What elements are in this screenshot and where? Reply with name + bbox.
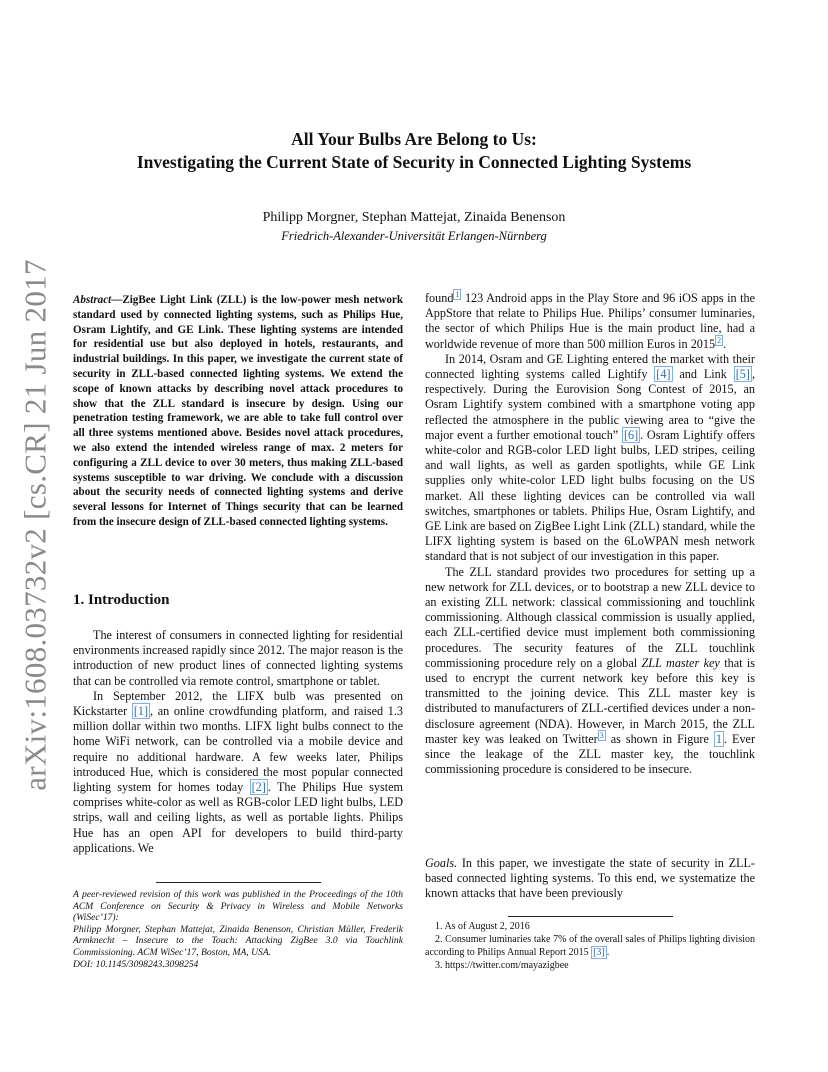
footnote-marker[interactable]: 3	[599, 730, 604, 740]
footnote-1: 1. As of August 2, 2016	[435, 921, 530, 932]
text-run: . Osram Lightify offers white-color and RGB-color LED light bulbs, LED stripes, ceiling and wall lights, as well as garden spotlights, while GE Link supplies only white-color LED light bulbs focusing on the US market. All these lighting devices can be controlled via wall switches, smartphones or tablets. Philips Hue, Osram Lightify, and GE Link are based on ZigBee Light Link (ZLL) standard, while the LIFX lighting system is based on the 6LoWPAN mesh network standard that is not subject of our investigation in this paper.	[425, 427, 755, 564]
citation-link[interactable]: [3]	[593, 946, 605, 958]
author-list: Philipp Morgner, Stephan Mattejat, Zinaida Benenson	[262, 210, 566, 225]
introduction-body-right	[425, 291, 755, 778]
text-run: and Link	[672, 367, 734, 382]
citation-link[interactable]: [6]	[623, 427, 639, 442]
citation-link[interactable]: [2]	[251, 780, 266, 795]
paper-title-line-1: All Your Bulbs Are Belong to Us:	[291, 129, 537, 149]
text-run: In 2014, Osram and GE Lighting entered the market with their connected lighting systems called Lightify	[425, 351, 755, 382]
citation-link[interactable]: [1]	[133, 704, 149, 719]
footnote-publication-note	[73, 889, 403, 970]
figure-reference-link[interactable]: 1	[715, 731, 722, 746]
footnotes-right	[425, 921, 755, 974]
affiliation: Friedrich-Alexander-Universität Erlangen-Nürnberg	[281, 229, 547, 243]
goals-label: Goals.	[425, 856, 458, 870]
text-run: that is used to encrypt the current network key before this key is transmitted to the joining device. This ZLL master key is distributed to manufacturers of ZLL-certified devices under a non-disclosure agreement (NDA). However, in March 2015, the ZLL master key was leaked on Twitter	[425, 655, 756, 746]
text-run: The ZLL standard provides two procedures for setting up a new network for ZLL devices, or to bootstrap a new ZLL device to an existing ZLL network: classical commissioning and touchlink commissioning. Although classical commission is usually applied, each ZLL-certified device must implement both commissioning procedures. The security features of the ZLL touchlink commissioning procedure rely on a global	[425, 564, 755, 670]
section-heading-introduction: 1. Introduction	[73, 592, 170, 608]
footnote-marker[interactable]: 1	[455, 289, 460, 299]
text-run: . The Philips Hue system comprises white-color as well as RGB-color LED light bulbs, LED strips, wall and ceiling lights, as well as portable lights. Philips Hue has an open API for developers to build third-party applications. We	[73, 780, 403, 855]
citation-link[interactable]: [4]	[656, 367, 671, 382]
abstract	[73, 293, 403, 530]
right-paragraph-3	[425, 565, 755, 778]
text-run: , respectively. During the Eurovision Song Contest of 2015, an Osram Lightify system combined with a smartphone voting app reflected the atmosphere in the public viewing area to “give the major event a further emotional touch”	[425, 367, 755, 442]
paper-title-line-2: Investigating the Current State of Security in Connected Lighting Systems	[136, 152, 692, 172]
arxiv-identifier	[10, 259, 62, 791]
abstract-text: —ZigBee Light Link (ZLL) is the low-power mesh network standard used by connected lighting systems, such as Philips Hue, Osram Lightify, and GE Link. These lighting systems are intended for residential use but also deployed in hotels, restaurants, and industrial buildings. In this paper, we investigate the current state of security in ZLL-based connected lighting systems. We extend the scope of known attacks by describing novel attack procedures to show that the ZLL standard is insecure by design. Using our penetration testing framework, we are able to take full control over all three systems mentioned above. Besides novel attack procedures, we also extend the intended wireless range of max. 2 meters for configuring a ZLL device to over 30 meters, thus making ZLL-based systems susceptible to war driving. We conclude with a discussion about the security needs of connected lighting systems and derive several lessons for Internet of Things security that can be learned from the insecure design of ZLL-based connected lighting systems.	[73, 294, 403, 528]
text-run: .	[723, 336, 727, 351]
introduction-body-left	[73, 628, 403, 856]
text-run: In September 2012, the LIFX bulb was presented on Kickstarter	[73, 688, 403, 719]
text-run: , an online crowdfunding platform, and raised 1.3 million dollar within two months. LIFX light bulbs connect to the home WiFi network, can be controlled via a mobile device and require no additional hardware. A few weeks later, Philips introduced Hue, which is considered the most popular connected lighting system for homes today	[73, 704, 403, 795]
footnote-line: Philipp Morgner, Stephan Mattejat, Zinaida Benenson, Christian Müller, Frederik Armknecht – Insecure to the Touch: Attacking ZigBee 3.0 via Touchlink Commissioning. ACM WiSec’17, Boston, MA, USA.	[73, 923, 403, 958]
emphasis-text: ZLL master key	[641, 655, 720, 670]
footnote-3: 3. https://twitter.com/mayazigbee	[435, 960, 569, 972]
goals-text: In this paper, we investigate the state of security in ZLL-based connected lighting systems. To this end, we systematize the known attacks that have been previously	[425, 856, 755, 901]
footnote-line: DOI: 10.1145/3098243.3098254	[73, 958, 199, 970]
footnote-divider-right	[508, 916, 673, 917]
intro-paragraph-1: The interest of consumers in connected lighting for residential environments increased rapidly since 2012. The major reason is the introduction of new product lines of connected lighting systems that can be controlled via remote control, smartphone or tablet.	[73, 628, 403, 688]
right-paragraph-1	[425, 291, 755, 352]
footnote-marker[interactable]: 2	[717, 335, 722, 345]
text-run: found	[425, 291, 454, 305]
text-run: as shown in Figure	[605, 731, 714, 746]
right-paragraph-2	[425, 352, 755, 565]
intro-paragraph-2	[73, 689, 403, 856]
goals-paragraph	[425, 856, 755, 902]
footnote-line: A peer-reviewed revision of this work was published in the Proceedings of the 10th ACM Conference on Security & Privacy in Wireless and Mobile Networks (WiSec’17):	[73, 889, 403, 924]
abstract-label: Abstract	[73, 294, 112, 306]
footnote-divider	[156, 882, 321, 883]
text-run: . Ever since the leakage of the ZLL master key, the touchlink commissioning procedure is considered to be insecure.	[425, 731, 756, 777]
text-run: .	[606, 946, 610, 958]
arxiv-identifier-text: arXiv:1608.03732v2 [cs.CR] 21 Jun 2017	[18, 259, 54, 791]
text-run: 123 Android apps in the Play Store and 96 iOS apps in the AppStore that relate to Philips Hue. Philips’ consumer luminaries, the sector of which Philips Hue is the main product line, had a worldwide revenue of more than 500 million Euros in 2015	[425, 291, 755, 351]
footnote-2	[425, 934, 755, 959]
citation-link[interactable]: [5]	[735, 367, 750, 382]
text-run: 2. Consumer luminaries take 7% of the overall sales of Philips lighting division according to Philips Annual Report 2015	[425, 934, 755, 958]
